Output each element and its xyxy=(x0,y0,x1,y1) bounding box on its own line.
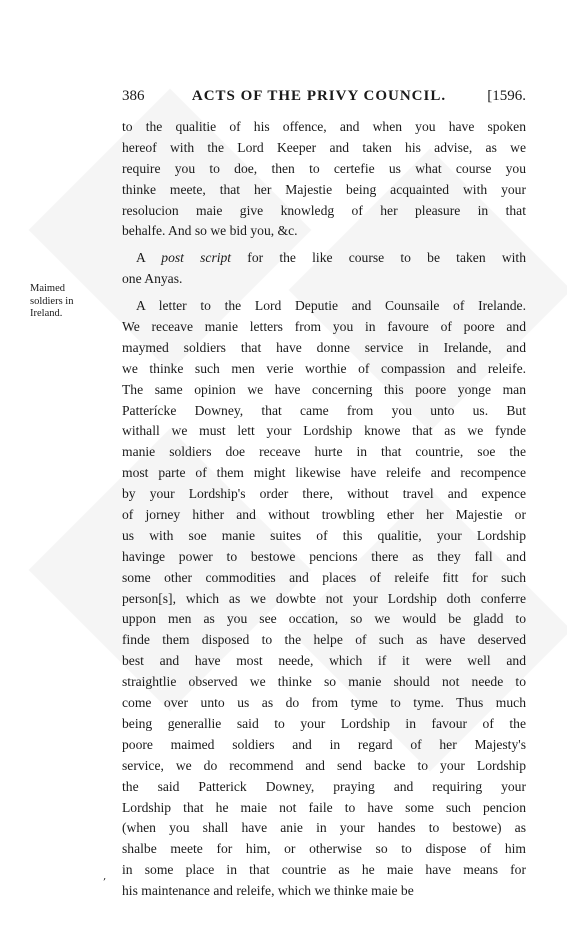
text-line: to the qualitie of his offence, and when you have spoken xyxy=(122,119,526,134)
margin-note xyxy=(30,283,110,321)
page-number: 386 xyxy=(122,88,145,104)
margin-note-line: Maimed xyxy=(30,283,65,294)
text-line: most parte of them might likewise have releife and recompence xyxy=(122,465,526,481)
text-line: A letter to the Lord Deputie and Counsaile of Irelande. xyxy=(136,298,526,314)
margin-note-line: soldiers in xyxy=(30,295,74,307)
paragraph-1 xyxy=(122,117,526,242)
running-title: ACTS OF THE PRIVY COUNCIL. xyxy=(191,88,447,104)
text-line: service, we do recommend and send backe to your Lordship xyxy=(122,757,526,773)
text-line: us with soe manie suites of this qualitie, your Lordship xyxy=(122,527,526,543)
text-line: require you to doe, then to certefie us what course you xyxy=(122,160,526,176)
text-line: one Anyas. xyxy=(122,271,183,287)
text-line: shalbe meete for him, or otherwise so to dispose of him xyxy=(122,841,526,857)
text-line: we thinke such men verie worthie of compassion and releife. xyxy=(122,360,526,376)
running-header xyxy=(122,88,526,110)
text-line: maymed soldiers that have donne service in Irelande, and xyxy=(122,339,526,355)
text-line: the said Patterick Downey, praying and requiring your xyxy=(122,778,526,794)
text-line: come over unto us as do from tyme to tyme. Thus much xyxy=(122,695,526,711)
text-line: some other commodities and places of releife fitt for such xyxy=(122,569,526,585)
text-line: resolucion maie give knowledg of her pleasure in that xyxy=(122,202,526,218)
text-line: person[s], which as we dowbte not your Lordship doth conferre xyxy=(122,590,526,606)
text-line: We receave manie letters from you in favoure of poore and xyxy=(122,319,526,335)
year-marker: [1596. xyxy=(487,88,526,104)
text-line: behalfe. And so we bid you, &c. xyxy=(122,223,298,239)
text-line: (when you shall have anie in your handes to bestowe) as xyxy=(122,820,526,836)
text-line: withall we must lett your Lordship knowe that as we fynde xyxy=(122,423,526,439)
text-line: havinge power to bestowe pencions there as they fall and xyxy=(122,548,526,564)
text-line: The same opinion we have concerning this poore yonge man xyxy=(122,381,526,397)
text-line: best and have most neede, which if it were well and xyxy=(122,653,526,669)
text-line: Patterícke Downey, that came from you unto us. But xyxy=(122,402,526,418)
text-line: of jorney hither and without trowbling ether her Majestie or xyxy=(122,507,526,523)
text-line: straightlie observed we thinke so manie should not neede to xyxy=(122,674,526,690)
paragraph-3 xyxy=(122,296,526,902)
text-line: hereof with the Lord Keeper and taken his advise, as we xyxy=(122,139,526,155)
paragraph-2 xyxy=(122,248,526,290)
text-line: by your Lordship's order there, without travel and expence xyxy=(122,486,526,502)
text-line: manie soldiers doe receave hurte in that countrie, soe the xyxy=(122,444,526,460)
text-line: Lordship that he maie not faile to have some such pencion xyxy=(122,799,526,815)
text-line: his maintenance and releife, which we thinke maie be xyxy=(122,883,414,899)
text-line: A post script for the like course to be taken with xyxy=(136,250,526,266)
text-line: finde them disposed to the helpe of such as have deserved xyxy=(122,632,526,648)
text-line: uppon men as you see occation, so we would be gladd to xyxy=(122,611,526,627)
italic-phrase: post script xyxy=(161,250,232,266)
text-line: in some place in that countrie as he maie have means for xyxy=(122,862,526,878)
body-text xyxy=(122,117,526,902)
text-line: poore maimed soldiers and in regard of her Majesty's xyxy=(122,736,526,752)
text-line: thinke meete, that her Majestie being acquainted with your xyxy=(122,181,526,197)
margin-tick: ‚ xyxy=(103,871,107,882)
text-line: being generallie said to your Lordship in favour of the xyxy=(122,715,526,731)
margin-note-line: Ireland. xyxy=(30,308,63,319)
